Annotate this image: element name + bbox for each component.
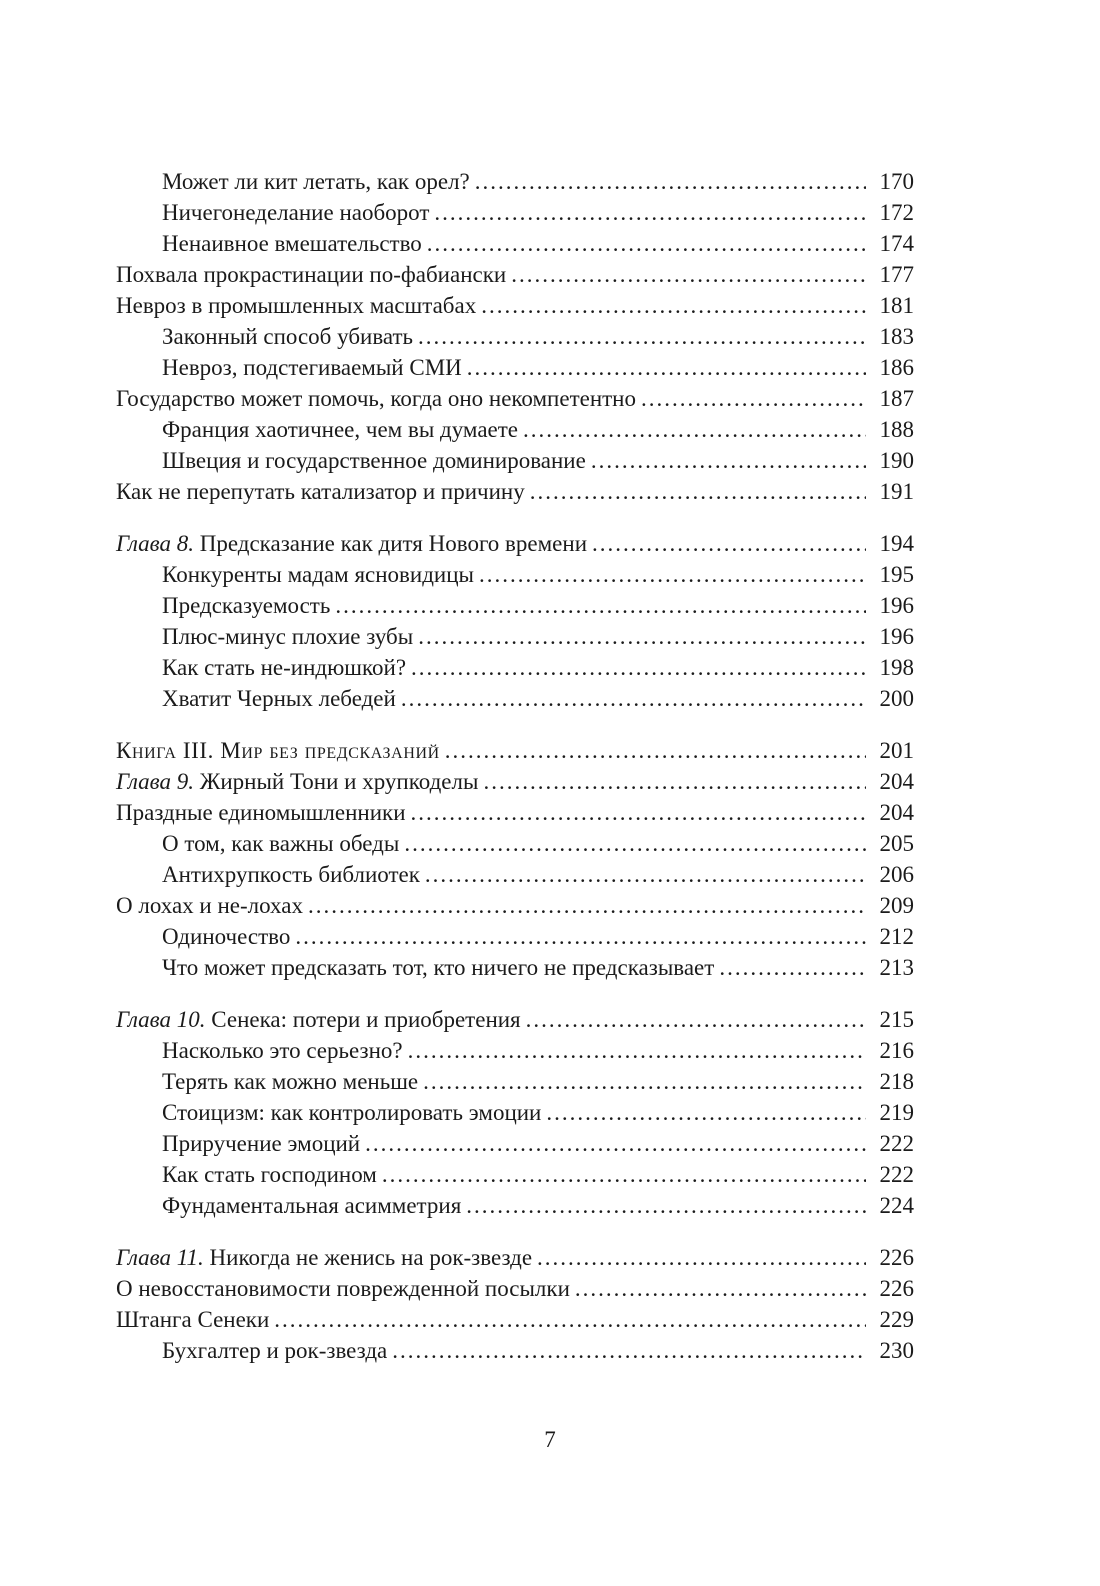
toc-entry-title <box>162 921 295 952</box>
toc-entry-title <box>116 476 530 507</box>
dot-leader <box>411 652 866 683</box>
toc-entry-text: Бухгалтер и рок-звезда <box>162 1338 388 1363</box>
toc-entry-text: Антихрупкость библиотек <box>162 862 420 887</box>
dot-leader <box>382 1159 866 1190</box>
toc-entry-title <box>162 621 418 652</box>
toc-entry-page-number: 196 <box>879 624 914 649</box>
toc-entry-text: Предсказание как дитя Нового времени <box>199 531 587 556</box>
dot-leader <box>308 890 866 921</box>
toc-entry-page-number: 224 <box>879 1193 914 1218</box>
toc-entry-page-number: 229 <box>879 1307 914 1332</box>
toc-entry-text: Невроз в промышленных масштабах <box>116 293 477 318</box>
dot-leader <box>591 445 866 476</box>
toc-entry <box>116 321 914 352</box>
toc-entry-title <box>162 228 427 259</box>
toc-entry-text: Сенека: потери и приобретения <box>211 1007 521 1032</box>
toc-entry-title <box>162 952 719 983</box>
toc-entry-text: Швеция и государственное доминирование <box>162 448 586 473</box>
toc-entry-page-number: 194 <box>879 531 914 556</box>
toc-entry-title <box>116 259 511 290</box>
toc-entry-page-number: 172 <box>879 200 914 225</box>
toc-entry-page-number: 188 <box>879 417 914 442</box>
toc-entry-title <box>116 383 641 414</box>
toc-entry-page-number: 186 <box>879 355 914 380</box>
toc-entry-page-number: 196 <box>879 593 914 618</box>
toc-entry-text: Жирный Тони и хрупкоделы <box>199 769 479 794</box>
toc-entry <box>116 1128 914 1159</box>
page-number-footer: 7 <box>544 1427 556 1452</box>
dot-leader <box>408 1035 866 1066</box>
toc-entry-title <box>162 197 434 228</box>
toc-entry <box>116 559 914 590</box>
toc-entry-title <box>162 445 591 476</box>
toc-entry-page-number: 195 <box>879 562 914 587</box>
toc-entry <box>116 166 914 197</box>
toc-entry-text: Как стать не-индюшкой? <box>162 655 407 680</box>
toc-entry-title <box>116 766 483 797</box>
toc-entry-text: Насколько это серьезно? <box>162 1038 403 1063</box>
toc-entry-title <box>162 1159 382 1190</box>
toc-entry <box>116 352 914 383</box>
toc-entry <box>116 735 914 766</box>
toc-entry <box>116 259 914 290</box>
toc-entry-text: Одиночество <box>162 924 291 949</box>
toc-entry-page-number: 222 <box>879 1131 914 1156</box>
toc-entry-text: Штанга Сенеки <box>116 1307 270 1332</box>
toc-entry <box>116 766 914 797</box>
toc-entry-text: О невосстановимости поврежденной посылки <box>116 1276 570 1301</box>
dot-leader <box>425 859 866 890</box>
toc-entry-page-number: 181 <box>879 293 914 318</box>
toc-entry-title <box>162 166 475 197</box>
dot-leader <box>335 590 866 621</box>
dot-leader <box>445 735 866 766</box>
toc-entry <box>116 683 914 714</box>
toc-entry <box>116 1066 914 1097</box>
toc-entry <box>116 652 914 683</box>
chapter-number-prefix: Глава 11. <box>116 1245 210 1270</box>
toc-entry-text: Как не перепутать катализатор и причину <box>116 479 525 504</box>
chapter-number-prefix: Глава 9. <box>116 769 200 794</box>
chapter-number-prefix: Глава 10. <box>116 1007 212 1032</box>
dot-leader <box>537 1242 866 1273</box>
dot-leader <box>719 952 866 983</box>
toc-entry-title <box>116 1304 274 1335</box>
dot-leader <box>511 259 866 290</box>
dot-leader <box>475 166 866 197</box>
toc-entry-title <box>162 652 411 683</box>
toc-entry-page-number: 209 <box>879 893 914 918</box>
dot-leader <box>641 383 866 414</box>
toc-entry-page-number: 213 <box>879 955 914 980</box>
toc-entry <box>116 590 914 621</box>
dot-leader <box>274 1304 866 1335</box>
toc-entry <box>116 890 914 921</box>
toc-entry-page-number: 206 <box>879 862 914 887</box>
toc-entry <box>116 1242 914 1273</box>
toc-entry <box>116 952 914 983</box>
toc-entry-title <box>162 1128 365 1159</box>
toc-entry <box>116 1190 914 1221</box>
toc-entry-title <box>116 890 308 921</box>
toc-entry <box>116 1273 914 1304</box>
toc-entry-text: Как стать господином <box>162 1162 377 1187</box>
toc-entry-text: Никогда не женись на рок-звезде <box>209 1245 533 1270</box>
toc-entry <box>116 197 914 228</box>
dot-leader <box>575 1273 866 1304</box>
toc-entry-text: Законный способ убивать <box>162 324 414 349</box>
toc-entry-text: Праздные единомышленники <box>116 800 406 825</box>
dot-leader <box>523 414 866 445</box>
toc-entry-text: Невроз, подстегиваемый СМИ <box>162 355 462 380</box>
dot-leader <box>365 1128 866 1159</box>
dot-leader <box>295 921 866 952</box>
toc-entry-text: Государство может помочь, когда оно некомпетентно <box>116 386 636 411</box>
toc-entry-title <box>162 321 418 352</box>
toc-entry <box>116 228 914 259</box>
toc-entry <box>116 445 914 476</box>
dot-leader <box>418 321 866 352</box>
dot-leader <box>423 1066 866 1097</box>
dot-leader <box>418 621 866 652</box>
chapter-number-prefix: Глава 8. <box>116 531 200 556</box>
toc-entry <box>116 1304 914 1335</box>
toc-entry-page-number: 215 <box>879 1007 914 1032</box>
toc-entry-page-number: 183 <box>879 324 914 349</box>
toc-entry <box>116 528 914 559</box>
toc-entry-text: Ненаивное вмешательство <box>162 231 422 256</box>
toc-entry-title <box>162 683 401 714</box>
toc-entry-page-number: 198 <box>879 655 914 680</box>
toc-entry-title <box>162 1335 392 1366</box>
toc-entry-title <box>162 1190 466 1221</box>
toc-entry-page-number: 204 <box>879 769 914 794</box>
dot-leader <box>401 683 866 714</box>
toc-entry <box>116 859 914 890</box>
toc-entry-text: О том, как важны обеды <box>162 831 400 856</box>
toc-entry <box>116 1097 914 1128</box>
toc-entry-page-number: 218 <box>879 1069 914 1094</box>
toc-entry-page-number: 219 <box>879 1100 914 1125</box>
toc-entry <box>116 797 914 828</box>
dot-leader <box>404 828 866 859</box>
toc-entry <box>116 383 914 414</box>
toc-entry <box>116 828 914 859</box>
toc-entry-text: Франция хаотичнее, чем вы думаете <box>162 417 519 442</box>
toc-entry-text: Плюс-минус плохие зубы <box>162 624 414 649</box>
toc-entry-title <box>116 1273 575 1304</box>
dot-leader <box>434 197 866 228</box>
toc-entry-text: Стоицизм: как контролировать эмоции <box>162 1100 542 1125</box>
toc-entry-text: Похвала прокрастинации по-фабиански <box>116 262 507 287</box>
dot-leader <box>392 1335 866 1366</box>
toc-entry-title <box>116 1242 537 1273</box>
toc-entry-text: О лохах и не-лохах <box>116 893 303 918</box>
toc-entry-page-number: 187 <box>879 386 914 411</box>
toc-entry-text: Приручение эмоций <box>162 1131 361 1156</box>
dot-leader <box>481 290 866 321</box>
toc-entry-page-number: 177 <box>879 262 914 287</box>
toc-entry-page-number: 212 <box>879 924 914 949</box>
table-of-contents <box>116 166 914 1366</box>
dot-leader <box>592 528 866 559</box>
toc-entry-text: Что может предсказать тот, кто ничего не предсказывает <box>162 955 715 980</box>
toc-entry-title <box>162 1035 408 1066</box>
toc-entry-title <box>116 797 411 828</box>
dot-leader <box>479 559 866 590</box>
toc-entry-page-number: 216 <box>879 1038 914 1063</box>
toc-entry <box>116 621 914 652</box>
toc-entry <box>116 921 914 952</box>
dot-leader <box>411 797 866 828</box>
toc-entry-title <box>162 414 523 445</box>
toc-entry-title <box>162 590 335 621</box>
toc-entry-title <box>116 1004 526 1035</box>
toc-entry-page-number: 204 <box>879 800 914 825</box>
toc-entry-text: Ничегонеделание наоборот <box>162 200 430 225</box>
toc-entry-text: Предсказуемость <box>162 593 331 618</box>
toc-entry-title <box>162 559 479 590</box>
toc-entry-page-number: 205 <box>879 831 914 856</box>
toc-entry-page-number: 170 <box>879 169 914 194</box>
toc-entry <box>116 1004 914 1035</box>
toc-entry <box>116 290 914 321</box>
toc-entry-title <box>162 352 467 383</box>
toc-entry <box>116 1335 914 1366</box>
toc-entry-text: Хватит Черных лебедей <box>162 686 396 711</box>
dot-leader <box>546 1097 866 1128</box>
toc-entry <box>116 476 914 507</box>
toc-entry-page-number: 191 <box>879 479 914 504</box>
dot-leader <box>530 476 866 507</box>
toc-entry-page-number: 200 <box>879 686 914 711</box>
toc-entry-page-number: 222 <box>879 1162 914 1187</box>
toc-entry-text: Конкуренты мадам ясновидицы <box>162 562 474 587</box>
toc-entry-title <box>162 859 425 890</box>
toc-entry-title <box>116 735 445 766</box>
toc-entry <box>116 1159 914 1190</box>
toc-entry-text: Книга III. Мир без предсказаний <box>116 738 440 763</box>
dot-leader <box>427 228 866 259</box>
toc-entry-title <box>162 1097 546 1128</box>
toc-entry-text: Фундаментальная асимметрия <box>162 1193 462 1218</box>
dot-leader <box>467 352 866 383</box>
toc-entry-title <box>162 828 404 859</box>
toc-entry <box>116 1035 914 1066</box>
dot-leader <box>466 1190 866 1221</box>
toc-entry-title <box>116 290 481 321</box>
dot-leader <box>483 766 866 797</box>
toc-entry-title <box>162 1066 423 1097</box>
toc-entry-title <box>116 528 592 559</box>
toc-entry-page-number: 226 <box>879 1245 914 1270</box>
toc-entry-page-number: 174 <box>879 231 914 256</box>
toc-entry-page-number: 190 <box>879 448 914 473</box>
dot-leader <box>526 1004 866 1035</box>
toc-entry-page-number: 201 <box>879 738 914 763</box>
toc-entry-text: Терять как можно меньше <box>162 1069 419 1094</box>
toc-entry-text: Может ли кит летать, как орел? <box>162 169 470 194</box>
toc-entry-page-number: 230 <box>879 1338 914 1363</box>
toc-entry <box>116 414 914 445</box>
toc-entry-page-number: 226 <box>879 1276 914 1301</box>
